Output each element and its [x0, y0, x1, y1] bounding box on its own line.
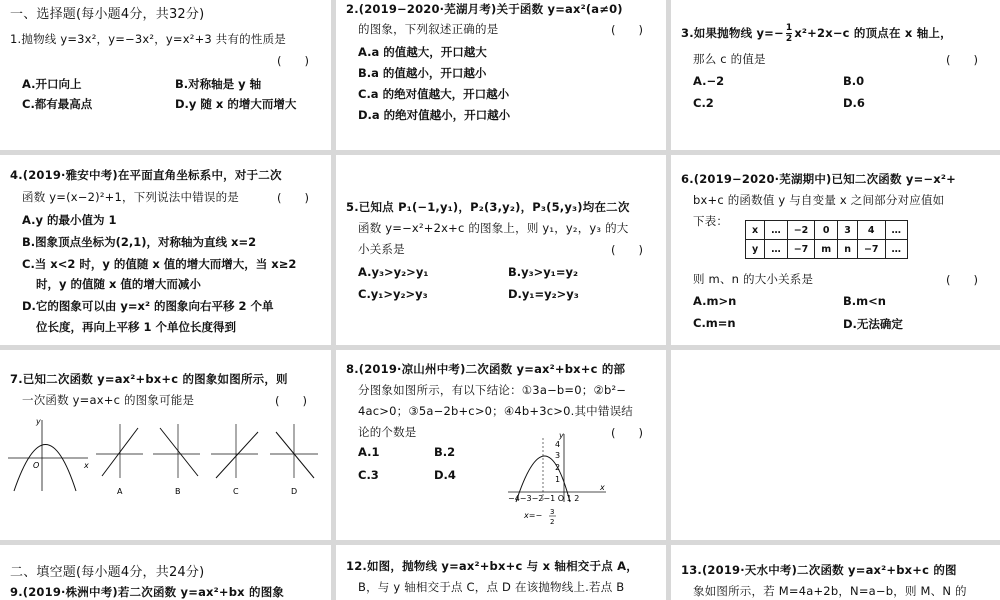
q8-symmetry-denominator: 2	[550, 518, 555, 526]
q6-table-row-x	[746, 221, 908, 240]
q13-stem-line1: 13.(2019·天水中考)二次函数 y=ax²+bx+c 的图	[681, 563, 957, 577]
q7-parabola-graph	[8, 417, 89, 491]
q6-option-a: A.m>n	[693, 294, 737, 308]
q3-option-c: C.2	[693, 96, 714, 110]
section-title-choice: 一、选择题(每小题4分，共32分)	[10, 7, 205, 22]
q9-stem-line1: 9.(2019·株洲中考)若二次函数 y=ax²+bx 的图象	[10, 585, 285, 599]
q7-option-b-graph	[153, 424, 200, 496]
q6-option-b: B.m<n	[843, 294, 886, 308]
q6-table-cell: 0	[815, 221, 838, 240]
question-cell-5	[336, 155, 666, 345]
question-cell-12	[336, 545, 666, 600]
q6-table-cell: −7	[787, 240, 815, 259]
q6-stem-line4: 则 m、n 的大小关系是	[693, 272, 814, 286]
q7-option-a-graph	[96, 424, 143, 496]
q7-label-c: C	[233, 487, 239, 496]
q7-stem-line1: 7.已知二次函数 y=ax²+bx+c 的图象如图所示，则	[10, 372, 288, 386]
q8-axis-label-x: x	[600, 483, 605, 492]
q3-fraction-denominator: 2	[785, 34, 793, 44]
q7-b-line	[160, 428, 198, 476]
q6-table-cell: …	[765, 240, 788, 259]
section-title-fill: 二、填空题(每小题4分，共24分)	[10, 565, 205, 580]
q1-answer-bracket: ( )	[277, 54, 309, 68]
q3-stem-line2: 那么 c 的值是	[693, 52, 766, 66]
q8-stem-line1: 8.(2019·凉山州中考)二次函数 y=ax²+bx+c 的部	[346, 362, 626, 376]
question-cell-9	[0, 545, 331, 600]
q1-option-d: D.y 随 x 的增大而增大	[175, 97, 297, 111]
q8-axis-label-y: y	[559, 431, 564, 440]
q7-label-d: D	[291, 487, 298, 496]
q8-option-d: D.4	[434, 468, 456, 482]
q7-label-b: B	[175, 487, 181, 496]
question-cell-empty	[671, 350, 1000, 540]
q8-ytick: 4	[555, 440, 561, 449]
q6-table-cell: −2	[787, 221, 815, 240]
q6-option-c: C.m=n	[693, 316, 736, 330]
q7-stem-line2: 一次函数 y=ax+c 的图象可能是	[22, 393, 195, 407]
question-cell-7	[0, 350, 331, 540]
q8-ytick: 1	[555, 475, 561, 484]
q6-table-cell: x	[746, 221, 765, 240]
question-cell-8	[336, 350, 666, 540]
q3-fraction-numerator: 1	[785, 23, 793, 33]
q1-option-c: C.都有最高点	[22, 97, 93, 111]
q4-option-c-line1: C.当 x<2 时，y 的值随 x 值的增大而增大，当 x≥2	[22, 257, 297, 271]
q4-option-b: B.图象顶点坐标为(2,1)，对称轴为直线 x=2	[22, 235, 257, 249]
question-cell-1	[0, 0, 331, 150]
q5-answer-bracket: ( )	[611, 243, 643, 257]
q13-stem-line2: 象如图所示，若 M=4a+2b，N=a−b，则 M、N 的	[693, 584, 967, 598]
q4-stem-line2: 函数 y=(x−2)²+1，下列说法中错误的是	[22, 190, 239, 204]
q7-c-line	[216, 432, 258, 478]
q4-option-d-line2: 位长度，再向上平移 1 个单位长度得到	[36, 320, 237, 334]
q3-option-a: A.−2	[693, 74, 725, 88]
q6-table-cell: …	[765, 221, 788, 240]
q7-option-d-graph	[270, 424, 318, 496]
q2-option-a: A.a 的值越大，开口越大	[358, 45, 487, 59]
q6-table-cell: −7	[857, 240, 885, 259]
q6-answer-bracket: ( )	[946, 273, 978, 287]
q6-table-cell: …	[885, 240, 908, 259]
q8-stem-line3: 4ac>0；③5a−2b+c>0；④4b+3c>0.其中错误结	[358, 404, 633, 418]
question-cell-4	[0, 155, 331, 345]
q6-table-cell: y	[746, 240, 765, 259]
q8-option-b: B.2	[434, 445, 456, 459]
q2-option-c: C.a 的绝对值越大，开口越小	[358, 87, 510, 101]
q4-stem-line1: 4.(2019·雅安中考)在平面直角坐标系中，对于二次	[10, 168, 282, 182]
q6-table-cell: m	[815, 240, 838, 259]
q8-answer-bracket: ( )	[611, 426, 643, 440]
q2-stem-line1: 2.(2019−2020·芜湖月考)关于函数 y=ax²(a≠0)	[346, 2, 623, 16]
q5-option-b: B.y₃>y₁=y₂	[508, 265, 579, 279]
question-cell-13	[671, 545, 1000, 600]
q3-option-b: B.0	[843, 74, 865, 88]
q7-parabola-curve	[14, 445, 76, 492]
q7-figures	[8, 416, 328, 496]
q8-option-c: C.3	[358, 468, 379, 482]
q6-stem-line2: bx+c 的函数值 y 与自变量 x 之间部分对应值如	[693, 193, 945, 207]
q5-stem-line1: 5.已知点 P₁(−1,y₁)，P₂(3,y₂)，P₃(5,y₃)均在二次	[346, 200, 630, 214]
q3-stem-part2: x²+2x−c 的顶点在 x 轴上，	[794, 26, 952, 40]
q12-stem-line2: B，与 y 轴相交于点 C，点 D 在该抛物线上.若点 B	[358, 580, 625, 594]
q7-label-a: A	[117, 487, 123, 496]
q6-table-cell: 3	[838, 221, 858, 240]
q8-ytick: 3	[555, 451, 561, 460]
q2-stem-line2: 的图象，下列叙述正确的是	[358, 22, 499, 36]
q5-option-d: D.y₁=y₂>y₃	[508, 287, 579, 301]
q6-table-cell: n	[838, 240, 858, 259]
q6-value-table	[745, 220, 908, 259]
q3-stem-line1	[681, 23, 952, 44]
q6-table-cell: …	[885, 221, 908, 240]
q6-stem-line3: 下表：	[693, 214, 729, 228]
q3-option-d: D.6	[843, 96, 865, 110]
q8-stem-line4: 论的个数是	[358, 425, 417, 439]
question-cell-6	[671, 155, 1000, 345]
q1-stem: 1.抛物线 y=3x²，y=−3x²，y=x²+3 共有的性质是	[10, 32, 286, 46]
q6-table-cell: 4	[857, 221, 885, 240]
q2-answer-bracket: ( )	[611, 23, 643, 37]
question-cell-3	[671, 0, 1000, 150]
q4-option-d-line1: D.它的图象可以由 y=x² 的图象向右平移 2 个单	[22, 299, 274, 313]
q2-option-d: D.a 的绝对值越小，开口越小	[358, 108, 511, 122]
q6-stem-line1: 6.(2019−2020·芜湖期中)已知二次函数 y=−x²+	[681, 172, 956, 186]
q8-ytick: 2	[555, 463, 561, 472]
q4-answer-bracket: ( )	[277, 191, 309, 205]
q8-stem-line2: 分图象如图所示，有以下结论：①3a−b=0；②b²−	[358, 383, 627, 397]
q8-parabola-figure	[506, 430, 611, 530]
q8-symmetry-label: x=−	[524, 511, 543, 520]
q3-stem-part1: 3.如果抛物线 y=−	[681, 26, 784, 40]
q1-option-b: B.对称轴是 y 轴	[175, 77, 262, 91]
q12-stem-line1: 12.如图，抛物线 y=ax²+bx+c 与 x 轴相交于点 A，	[346, 559, 638, 573]
q7-axis-label-x: x	[84, 461, 89, 470]
q7-d-line	[276, 432, 314, 478]
q5-option-c: C.y₁>y₂>y₃	[358, 287, 428, 301]
q5-option-a: A.y₃>y₂>y₁	[358, 265, 429, 279]
q5-stem-line2: 函数 y=−x²+2x+c 的图象上，则 y₁，y₂，y₃ 的大	[358, 221, 629, 235]
q7-origin-label: O	[33, 461, 40, 470]
q2-option-b: B.a 的值越小，开口越小	[358, 66, 487, 80]
q4-option-a: A.y 的最小值为 1	[22, 213, 117, 227]
q5-stem-line3: 小关系是	[358, 242, 405, 256]
q7-option-c-graph	[211, 424, 258, 496]
q8-option-a: A.1	[358, 445, 380, 459]
q3-fraction	[786, 23, 792, 44]
q8-xticks: −4−3−2−1 O 1 2	[508, 494, 580, 503]
q1-option-a: A.开口向上	[22, 77, 82, 91]
q8-symmetry-numerator: 3	[550, 508, 555, 516]
q7-axis-label-y: y	[36, 417, 41, 426]
q6-table-row-y	[746, 240, 908, 259]
q7-answer-bracket: ( )	[275, 394, 307, 408]
q6-option-d: D.无法确定	[843, 317, 903, 331]
question-cell-2	[336, 0, 666, 150]
q3-answer-bracket: ( )	[946, 53, 978, 67]
q4-option-c-line2: 时，y 的值随 x 值的增大而减小	[36, 277, 201, 291]
